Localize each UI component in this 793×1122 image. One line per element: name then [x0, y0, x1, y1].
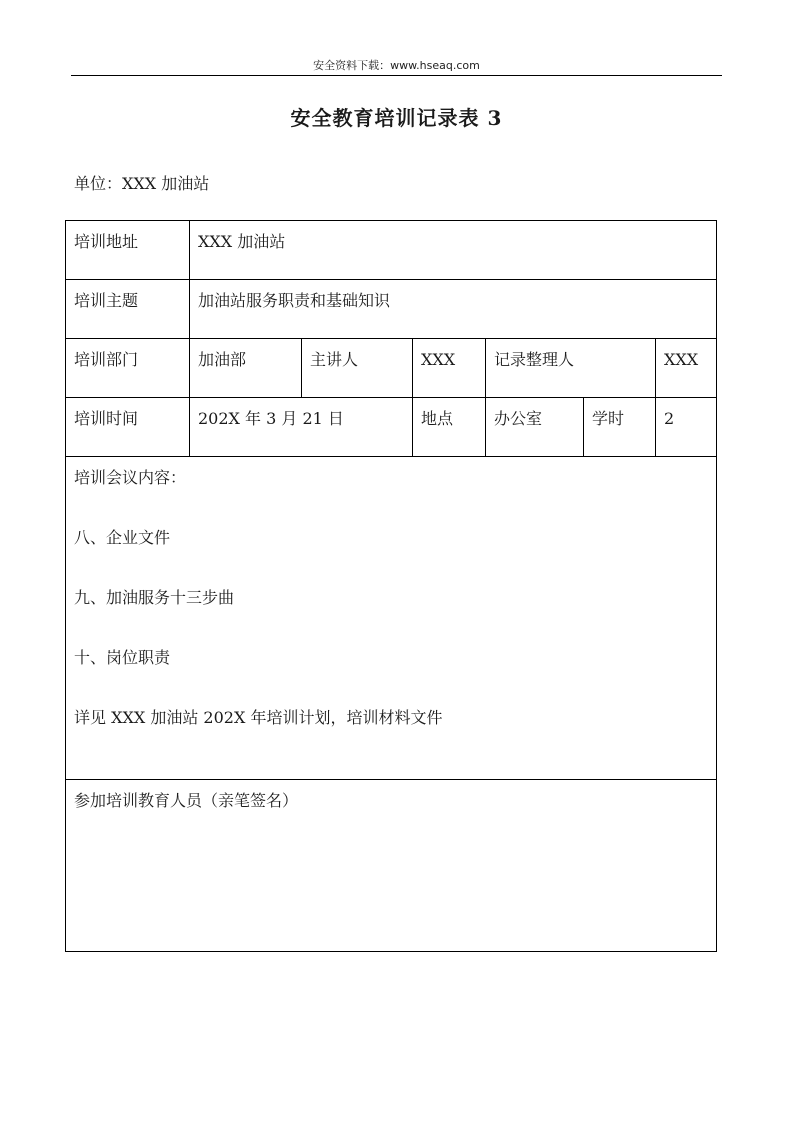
topic-value: 加油站服务职责和基础知识	[190, 280, 717, 339]
participants-label: 参加培训教育人员（亲笔签名）	[74, 791, 299, 810]
time-label: 培训时间	[66, 398, 190, 457]
document-title: 安全教育培训记录表 3	[290, 106, 503, 130]
participants-cell[interactable]	[66, 780, 717, 952]
content-item: 八、企业文件	[74, 528, 171, 547]
topic-label: 培训主题	[66, 280, 190, 339]
speaker-label: 主讲人	[302, 339, 413, 398]
time-value: 202X 年 3 月 21 日	[190, 398, 413, 457]
table-row-address	[66, 221, 717, 280]
content-label: 培训会议内容：	[74, 468, 187, 487]
unit-label: 单位：XXX 加油站	[74, 174, 210, 193]
speaker-value: XXX	[413, 339, 486, 398]
recorder-label: 记录整理人	[486, 339, 656, 398]
place-label: 地点	[413, 398, 486, 457]
hours-label: 学时	[584, 398, 656, 457]
address-value: XXX 加油站	[190, 221, 717, 280]
table-row-content	[66, 457, 717, 780]
table-row-time	[66, 398, 717, 457]
place-value: 办公室	[486, 398, 584, 457]
content-item: 九、加油服务十三步曲	[74, 588, 235, 607]
address-label: 培训地址	[66, 221, 190, 280]
hours-value: 2	[656, 398, 717, 457]
table-row-participants	[66, 780, 717, 952]
training-record-table	[65, 220, 717, 952]
recorder-value: XXX	[656, 339, 717, 398]
content-item: 详见 XXX 加油站 202X 年培训计划，培训材料文件	[74, 708, 443, 727]
dept-value: 加油部	[190, 339, 302, 398]
table-row-department	[66, 339, 717, 398]
content-cell	[66, 457, 717, 780]
header-divider	[71, 75, 722, 76]
page-header-source: 安全资料下载：www.hseaq.com	[313, 59, 480, 72]
content-item: 十、岗位职责	[74, 648, 171, 667]
dept-label: 培训部门	[66, 339, 190, 398]
table-row-topic	[66, 280, 717, 339]
